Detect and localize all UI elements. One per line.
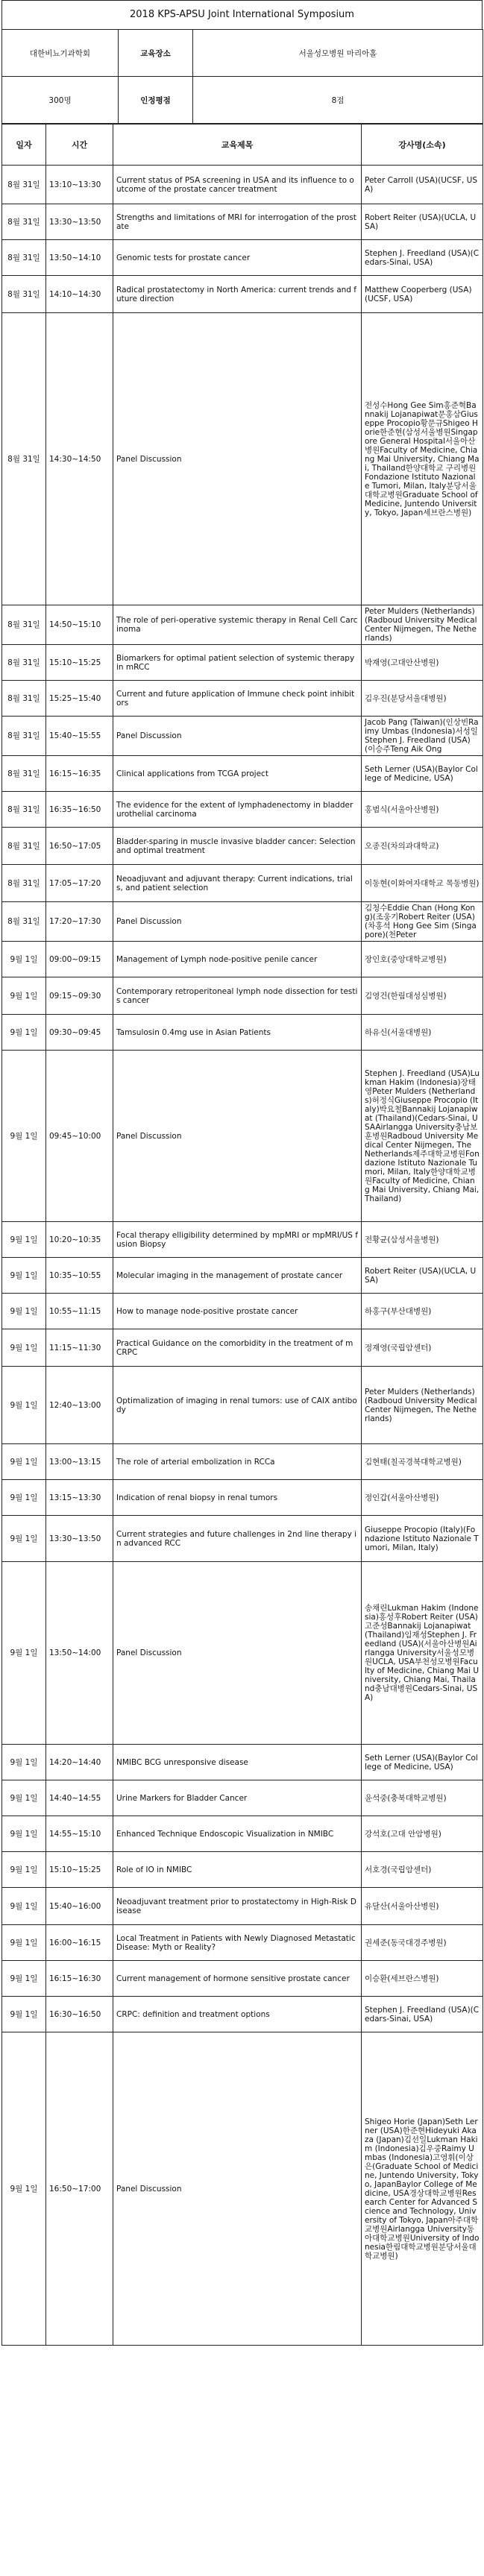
- session-time: 17:05~17:20: [46, 865, 113, 902]
- session-time: 14:40~14:55: [46, 1780, 113, 1816]
- session-time: 14:10~14:30: [46, 276, 113, 313]
- schedule-row: [2, 1961, 483, 1997]
- session-speaker: 하유신(서울대병원): [362, 1015, 483, 1051]
- schedule-row: [2, 1852, 483, 1888]
- schedule-row: [2, 645, 483, 681]
- session-title: Panel Discussion: [113, 1051, 362, 1222]
- session-time: 09:00~09:15: [46, 942, 113, 977]
- session-time: 15:40~15:55: [46, 717, 113, 756]
- session-speaker: 홍범식(서울아산병원): [362, 792, 483, 828]
- session-speaker: Seth Lerner (USA)(Baylor College of Medicine, USA): [362, 756, 483, 792]
- document-title: 2018 KPS-APSU Joint International Symposium: [1, 0, 483, 29]
- session-title: The role of arterial embolization in RCCa: [113, 1444, 362, 1480]
- schedule-row: [2, 1329, 483, 1367]
- session-title: Current management of hormone sensitive prostate cancer: [113, 1961, 362, 1997]
- session-speaker: Jacob Pang (Taiwan)(인상빈Raimy Umbas (Indonesia)서성일Stephen J. Freedland (USA)(이승주Teng Aik Ong: [362, 717, 483, 756]
- session-date: 9월 1일: [2, 1444, 46, 1480]
- schedule-row: [2, 2032, 483, 2346]
- session-title: Neoadjuvant and adjuvant therapy: Current indications, trials, and patient selection: [113, 865, 362, 902]
- session-time: 16:15~16:35: [46, 756, 113, 792]
- session-title: Panel Discussion: [113, 1562, 362, 1745]
- session-time: 14:30~14:50: [46, 313, 113, 605]
- org-name: 대한비뇨기과학회: [2, 30, 119, 77]
- session-time: 16:15~16:30: [46, 1961, 113, 1997]
- session-speaker: 권세준(동국대경주병원): [362, 1925, 483, 1961]
- session-title: The evidence for the extent of lymphadenectomy in bladder urothelial carcinoma: [113, 792, 362, 828]
- session-speaker: 송채린Lukman Hakim (Indonesia)홍성후Robert Reiter (USA)고준성Bannakij Lojanapiwat (Thailand)임재성Stephen J. Freedland (USA)(서울아산병원Airlangga University서울성모병원UCLA, USA부천성모병원Faculty of Medicine, Chiang Mai University, Chiang Mai, Thailand충남대병원Cedars-Sinai, USA): [362, 1562, 483, 1745]
- session-title: Clinical applications from TCGA project: [113, 756, 362, 792]
- session-speaker: 이동현(이화여자대학교 목동병원): [362, 865, 483, 902]
- attendee-count: 300명: [2, 77, 119, 124]
- session-title: Panel Discussion: [113, 717, 362, 756]
- session-date: 9월 1일: [2, 1480, 46, 1516]
- session-speaker: Peter Mulders (Netherlands)(Radboud University Medical Center Nijmegen, The Netherlands): [362, 605, 483, 645]
- session-date: 8월 31일: [2, 717, 46, 756]
- schedule-body: [2, 166, 483, 2346]
- session-speaker: Peter Carroll (USA)(UCSF, USA): [362, 166, 483, 204]
- session-time: 15:10~15:25: [46, 645, 113, 681]
- session-time: 16:00~16:15: [46, 1925, 113, 1961]
- session-speaker: Robert Reiter (USA)(UCLA, USA): [362, 204, 483, 240]
- info-row-points: [2, 77, 483, 124]
- session-title: Bladder-sparing in muscle invasive bladder cancer: Selection and optimal treatment: [113, 828, 362, 865]
- session-speaker: 김우진(분당서울대병원): [362, 681, 483, 717]
- session-time: 09:45~10:00: [46, 1051, 113, 1222]
- session-date: 9월 1일: [2, 1329, 46, 1367]
- session-date: 8월 31일: [2, 645, 46, 681]
- session-time: 13:10~13:30: [46, 166, 113, 204]
- session-date: 9월 1일: [2, 1367, 46, 1444]
- session-date: 9월 1일: [2, 1780, 46, 1816]
- session-date: 8월 31일: [2, 313, 46, 605]
- schedule-row: [2, 756, 483, 792]
- session-time: 12:40~13:00: [46, 1367, 113, 1444]
- schedule-row: [2, 1780, 483, 1816]
- schedule-row: [2, 204, 483, 240]
- header-time: 시간: [46, 125, 113, 166]
- session-speaker: 서호경(국립암센터): [362, 1852, 483, 1888]
- session-title: Panel Discussion: [113, 313, 362, 605]
- schedule-row: [2, 1480, 483, 1516]
- schedule-row: [2, 792, 483, 828]
- points-label: 인정평점: [119, 77, 193, 124]
- session-speaker: 정재영(국립암센터): [362, 1329, 483, 1367]
- session-title: Practical Guidance on the comorbidity in the treatment of mCRPC: [113, 1329, 362, 1367]
- session-time: 14:50~15:10: [46, 605, 113, 645]
- session-time: 16:50~17:05: [46, 828, 113, 865]
- session-date: 9월 1일: [2, 1258, 46, 1294]
- session-speaker: 오종진(차의과대학교): [362, 828, 483, 865]
- schedule-row: [2, 1562, 483, 1745]
- session-time: 16:30~16:50: [46, 1997, 113, 2032]
- session-speaker: 유달산(서울아산병원): [362, 1888, 483, 1925]
- session-date: 9월 1일: [2, 1222, 46, 1258]
- session-speaker: Robert Reiter (USA)(UCLA, USA): [362, 1258, 483, 1294]
- session-date: 8월 31일: [2, 902, 46, 942]
- symposium-document: [1, 0, 483, 2346]
- session-title: Optimalization of imaging in renal tumors: use of CAIX antibody: [113, 1367, 362, 1444]
- session-time: 10:35~10:55: [46, 1258, 113, 1294]
- schedule-row: [2, 1222, 483, 1258]
- schedule-row: [2, 828, 483, 865]
- session-date: 8월 31일: [2, 240, 46, 276]
- place-label: 교육장소: [119, 30, 193, 77]
- header-speaker: 강사명(소속): [362, 125, 483, 166]
- session-date: 9월 1일: [2, 1888, 46, 1925]
- schedule-row: [2, 717, 483, 756]
- schedule-row: [2, 681, 483, 717]
- session-title: Current and future application of Immune check point inhibitors: [113, 681, 362, 717]
- schedule-row: [2, 313, 483, 605]
- session-title: NMIBC BCG unresponsive disease: [113, 1745, 362, 1780]
- session-title: Panel Discussion: [113, 2032, 362, 2346]
- schedule-row: [2, 865, 483, 902]
- session-time: 13:50~14:00: [46, 1562, 113, 1745]
- session-date: 9월 1일: [2, 1961, 46, 1997]
- session-speaker: 하홍구(부산대병원): [362, 1294, 483, 1329]
- session-title: How to manage node-positive prostate cancer: [113, 1294, 362, 1329]
- session-title: Local Treatment in Patients with Newly Diagnosed Metastatic Disease: Myth or Reality?: [113, 1925, 362, 1961]
- session-date: 8월 31일: [2, 865, 46, 902]
- schedule-row: [2, 1925, 483, 1961]
- schedule-row: [2, 1816, 483, 1852]
- session-time: 13:15~13:30: [46, 1480, 113, 1516]
- session-time: 14:55~15:10: [46, 1816, 113, 1852]
- session-time: 13:30~13:50: [46, 204, 113, 240]
- header-date: 일자: [2, 125, 46, 166]
- session-title: Management of Lymph node-positive penile cancer: [113, 942, 362, 977]
- session-speaker: Stephen J. Freedland (USA)Lukman Hakim (Indonesia)장태영Peter Mulders (Netherlands)허정식Giuseppe Procopio (Italy)박요철Bannakij Lojanapiwat (Thailand)(Cedars-Sinai, USAAirlangga University충남보훈병원Radboud University Medical Center Nijmegen, The Netherlands제주대학교병원Fondazione Istituto Nazionale Tumori, Milan, Italy한양대학교병원Faculty of Medicine, Chiang Mai University, Chiang Mai, Thailand): [362, 1051, 483, 1222]
- session-title: Focal therapy elligibility determined by mpMRI or mpMRI/US fusion Biopsy: [113, 1222, 362, 1258]
- schedule-table: [1, 124, 483, 2346]
- session-time: 16:50~17:00: [46, 2032, 113, 2346]
- info-row-place: [2, 30, 483, 77]
- session-speaker: Peter Mulders (Netherlands)(Radboud University Medical Center Nijmegen, The Netherlands): [362, 1367, 483, 1444]
- session-title: Strengths and limitations of MRI for interrogation of the prostate: [113, 204, 362, 240]
- session-date: 9월 1일: [2, 1745, 46, 1780]
- session-title: Biomarkers for optimal patient selection of systemic therapy in mRCC: [113, 645, 362, 681]
- schedule-row: [2, 605, 483, 645]
- session-title: Genomic tests for prostate cancer: [113, 240, 362, 276]
- session-title: The role of peri-operative systemic therapy in Renal Cell Carcinoma: [113, 605, 362, 645]
- session-speaker: 전성수Hong Gee Sim홍준혁Bannakij Lojanapiwat문홍삼Giuseppe Procopio황문규Shigeo Horie한준현(삼성서울병원Singapore General Hospital서울아산병원Faculty of Medicine, Chiang Mai University, Chiang Mai, Thailand한양대학교 구리병원Fondazione Istituto Nazionale Tumori, Milan, Italy분당서울대학교병원Graduate School of Medicine, Juntendo University, Tokyo, Japan세브란스병원): [362, 313, 483, 605]
- session-date: 9월 1일: [2, 1015, 46, 1051]
- session-speaker: 김청수Eddie Chan (Hong Kong)(조웅기Robert Reiter (USA)(차홍석 Hong Gee Sim (Singapore)(천Peter: [362, 902, 483, 942]
- session-speaker: Shigeo Horie (Japan)Seth Lerner (USA)한준현Hideyuki Akaza (Japan)김선일Lukman Hakim (Indonesia)김우중Raimy Umbas (Indonesia)고영휘(이상은(Graduate School of Medicine, Juntendo University, Tokyo, JapanBaylor College of Medicine, USA경상대학교병원Research Center for Advanced Science and Technology, University of Tokyo, Japan아주대학교병원Airlangga University동아대학교병원University of Indonesia한림대학교병원분당서울대학교병원): [362, 2032, 483, 2346]
- session-time: 10:20~10:35: [46, 1222, 113, 1258]
- schedule-row: [2, 1997, 483, 2032]
- session-speaker: 장인호(중앙대학교병원): [362, 942, 483, 977]
- session-title: Indication of renal biopsy in renal tumors: [113, 1480, 362, 1516]
- session-time: 17:20~17:30: [46, 902, 113, 942]
- session-speaker: 정인갑(서울아산병원): [362, 1480, 483, 1516]
- session-speaker: 김현태(칠곡경북대학교병원): [362, 1444, 483, 1480]
- schedule-row: [2, 1444, 483, 1480]
- schedule-row: [2, 1051, 483, 1222]
- schedule-row: [2, 1015, 483, 1051]
- session-title: Panel Discussion: [113, 902, 362, 942]
- session-speaker: Stephen J. Freedland (USA)(Cedars-Sinai, USA): [362, 240, 483, 276]
- session-time: 09:15~09:30: [46, 977, 113, 1015]
- session-speaker: 박재영(고대안산병원): [362, 645, 483, 681]
- session-speaker: Stephen J. Freedland (USA)(Cedars-Sinai, USA): [362, 1997, 483, 2032]
- session-title: Neoadjuvant treatment prior to prostatectomy in High-Risk Disease: [113, 1888, 362, 1925]
- session-title: Radical prostatectomy in North America: current trends and future direction: [113, 276, 362, 313]
- schedule-row: [2, 240, 483, 276]
- session-date: 9월 1일: [2, 1852, 46, 1888]
- session-date: 8월 31일: [2, 204, 46, 240]
- session-title: Contemporary retroperitoneal lymph node dissection for testis cancer: [113, 977, 362, 1015]
- session-time: 13:00~13:15: [46, 1444, 113, 1480]
- session-speaker: 윤석중(충북대학교병원): [362, 1780, 483, 1816]
- session-date: 9월 1일: [2, 1562, 46, 1745]
- session-time: 16:35~16:50: [46, 792, 113, 828]
- session-date: 8월 31일: [2, 792, 46, 828]
- session-date: 9월 1일: [2, 1516, 46, 1562]
- session-time: 10:55~11:15: [46, 1294, 113, 1329]
- session-time: 13:50~14:10: [46, 240, 113, 276]
- points-value: 8점: [193, 77, 483, 124]
- session-date: 8월 31일: [2, 605, 46, 645]
- session-speaker: 강석호(고대 안암병원): [362, 1816, 483, 1852]
- session-date: 9월 1일: [2, 2032, 46, 2346]
- session-title: Urine Markers for Bladder Cancer: [113, 1780, 362, 1816]
- place-value: 서울성모병원 마리아홀: [193, 30, 483, 77]
- schedule-row: [2, 902, 483, 942]
- schedule-row: [2, 942, 483, 977]
- session-title: Role of IO in NMIBC: [113, 1852, 362, 1888]
- session-time: 09:30~09:45: [46, 1015, 113, 1051]
- schedule-header-row: [2, 125, 483, 166]
- session-speaker: 이승환(세브란스병원): [362, 1961, 483, 1997]
- session-date: 8월 31일: [2, 756, 46, 792]
- session-date: 9월 1일: [2, 1816, 46, 1852]
- info-table: [1, 29, 483, 124]
- schedule-row: [2, 1367, 483, 1444]
- schedule-row: [2, 1745, 483, 1780]
- schedule-row: [2, 166, 483, 204]
- session-title: Enhanced Technique Endoscopic Visualization in NMIBC: [113, 1816, 362, 1852]
- session-date: 9월 1일: [2, 1925, 46, 1961]
- session-time: 15:40~16:00: [46, 1888, 113, 1925]
- schedule-row: [2, 1516, 483, 1562]
- schedule-row: [2, 1258, 483, 1294]
- schedule-row: [2, 1294, 483, 1329]
- header-title: 교육제목: [113, 125, 362, 166]
- session-title: CRPC: definition and treatment options: [113, 1997, 362, 2032]
- session-date: 9월 1일: [2, 1294, 46, 1329]
- session-time: 14:20~14:40: [46, 1745, 113, 1780]
- schedule-row: [2, 276, 483, 313]
- session-time: 11:15~11:30: [46, 1329, 113, 1367]
- session-speaker: Matthew Cooperberg (USA)(UCSF, USA): [362, 276, 483, 313]
- schedule-row: [2, 977, 483, 1015]
- session-date: 9월 1일: [2, 942, 46, 977]
- session-title: Molecular imaging in the management of prostate cancer: [113, 1258, 362, 1294]
- session-title: Tamsulosin 0.4mg use in Asian Patients: [113, 1015, 362, 1051]
- session-date: 9월 1일: [2, 977, 46, 1015]
- session-title: Current strategies and future challenges in 2nd line therapy in advanced RCC: [113, 1516, 362, 1562]
- session-title: Current status of PSA screening in USA and its influence to outcome of the prostate cancer treatment: [113, 166, 362, 204]
- session-speaker: Seth Lerner (USA)(Baylor College of Medicine, USA): [362, 1745, 483, 1780]
- session-date: 8월 31일: [2, 276, 46, 313]
- session-time: 15:25~15:40: [46, 681, 113, 717]
- session-speaker: 김영건(한림대성심병원): [362, 977, 483, 1015]
- session-date: 9월 1일: [2, 1051, 46, 1222]
- session-time: 15:10~15:25: [46, 1852, 113, 1888]
- schedule-row: [2, 1888, 483, 1925]
- session-date: 8월 31일: [2, 166, 46, 204]
- session-date: 8월 31일: [2, 828, 46, 865]
- session-date: 8월 31일: [2, 681, 46, 717]
- session-speaker: 전황균(삼성서울병원): [362, 1222, 483, 1258]
- session-time: 13:30~13:50: [46, 1516, 113, 1562]
- session-speaker: Giuseppe Procopio (Italy)(Fondazione Istituto Nazionale Tumori, Milan, Italy): [362, 1516, 483, 1562]
- session-date: 9월 1일: [2, 1997, 46, 2032]
